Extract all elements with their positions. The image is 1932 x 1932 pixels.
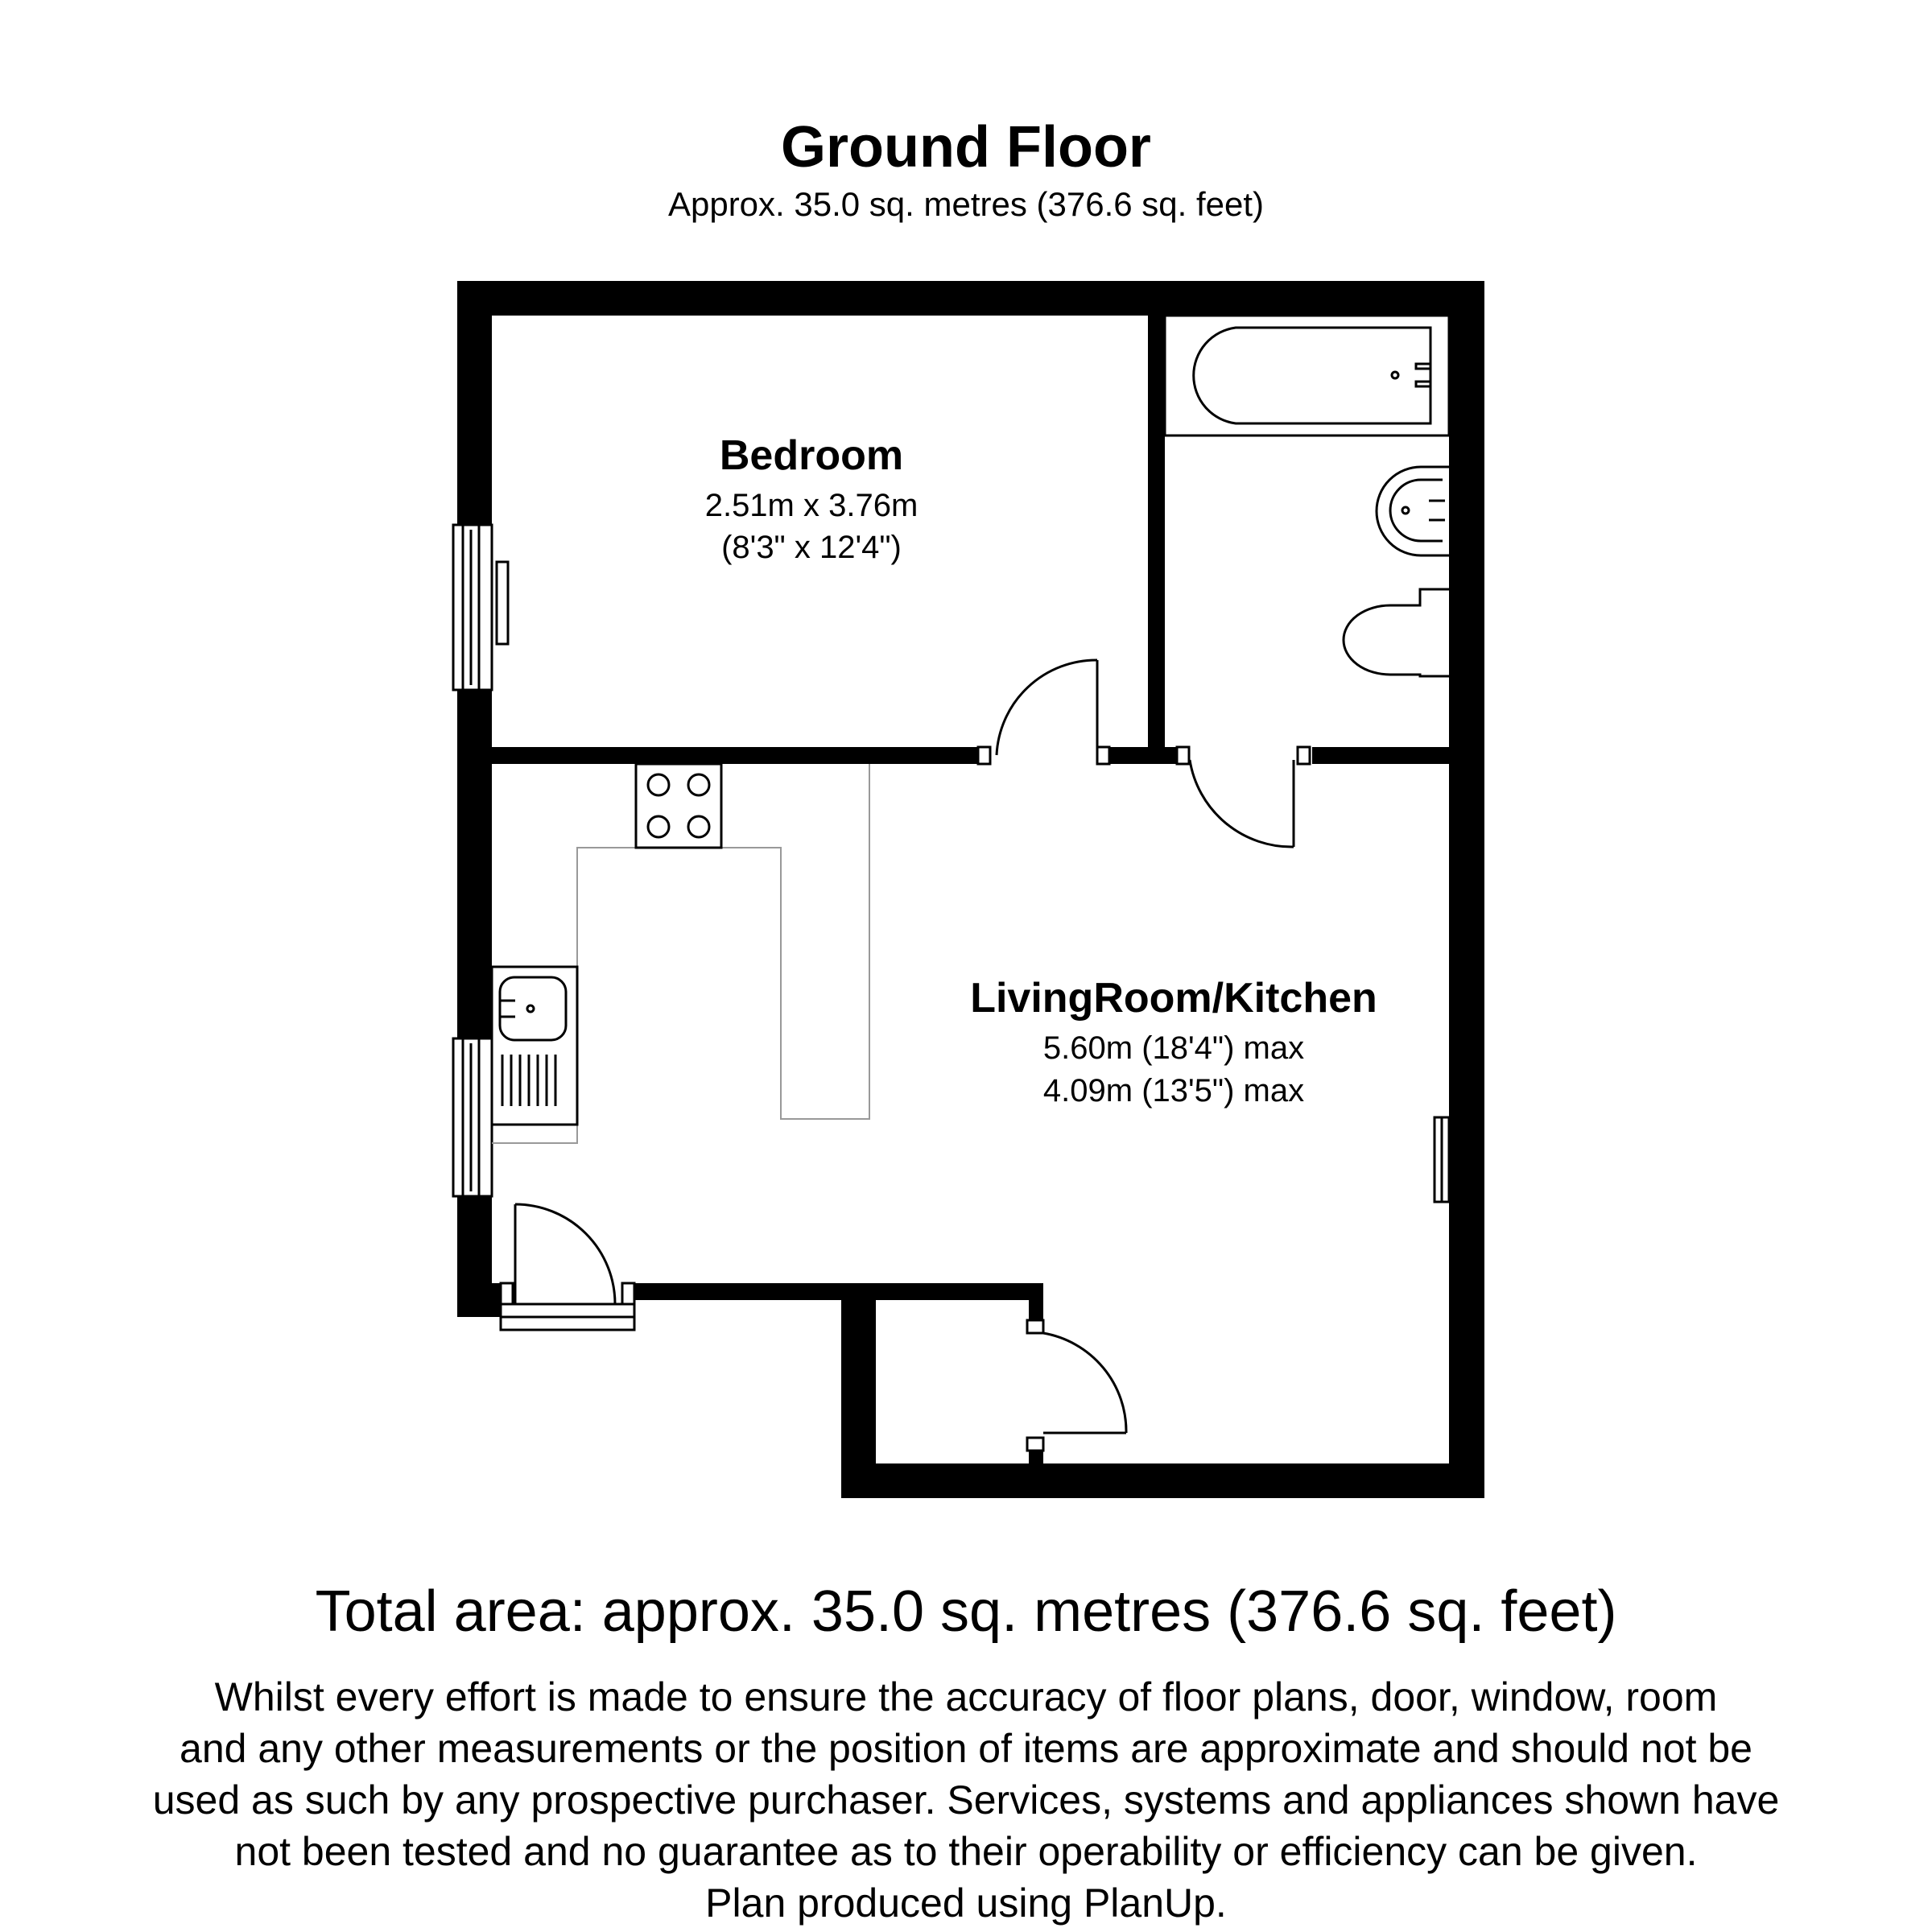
wall-lower-step-left — [841, 1283, 876, 1498]
wall-bedroom-bottom — [492, 747, 985, 764]
disclaimer-line: Whilst every effort is made to ensure the accuracy of floor plans, door, window, room — [214, 1674, 1718, 1719]
wall-top — [457, 281, 1484, 316]
disclaimer — [0, 1671, 1932, 1929]
disclaimer-line: Plan produced using PlanUp. — [705, 1880, 1227, 1926]
hob-icon — [636, 764, 721, 848]
window-kitchen — [453, 1038, 492, 1196]
washbasin-icon — [1377, 467, 1449, 555]
wall-bottom — [841, 1463, 1484, 1498]
kitchen-sink-icon — [492, 967, 577, 1125]
room-label-bedroom — [705, 432, 919, 565]
bedroom-size-imperial: (8'3" x 12'4") — [721, 530, 902, 565]
wall-bedroom-bottom-right — [1102, 747, 1183, 764]
total-area: Total area: approx. 35.0 sq. metres (376.6 sq. feet) — [315, 1579, 1617, 1644]
living-width: 4.09m (13'5") max — [1042, 1073, 1305, 1108]
living-length: 5.60m (18'4") max — [1042, 1030, 1305, 1066]
windows — [453, 525, 1449, 1330]
wall-lower-step-top — [634, 1283, 1043, 1300]
bedroom-name: Bedroom — [719, 432, 904, 479]
door-entrance — [501, 1204, 634, 1304]
wall-bedroom-bathroom-divider — [1148, 316, 1165, 750]
wall-right — [1449, 281, 1484, 1498]
bathtub-icon — [1165, 316, 1449, 436]
disclaimer-line: and any other measurements or the position of items are approximate and should not be — [180, 1726, 1752, 1771]
wall-left-bottom-stub — [457, 1283, 501, 1317]
window-bedroom — [453, 525, 508, 690]
wall-bathroom-bottom-right — [1312, 747, 1449, 764]
door-cupboard — [1027, 1320, 1126, 1451]
toilet-icon — [1344, 589, 1449, 676]
room-label-living — [970, 975, 1377, 1108]
window-living-right — [1435, 1117, 1449, 1202]
door-bedroom — [978, 660, 1109, 764]
door-bathroom — [1177, 747, 1310, 847]
disclaimer-line: used as such by any prospective purchaser. Services, systems and appliances shown have — [152, 1777, 1780, 1823]
disclaimer-line: not been tested and no guarantee as to their operability or efficiency can be given. — [234, 1829, 1698, 1874]
bedroom-size-metric: 2.51m x 3.76m — [704, 488, 919, 523]
window-entrance-threshold — [501, 1304, 634, 1330]
living-name: LivingRoom/Kitchen — [970, 975, 1377, 1022]
floor-title: Ground Floor — [781, 115, 1151, 180]
floor-area-subtitle: Approx. 35.0 sq. metres (376.6 sq. feet) — [667, 185, 1265, 223]
